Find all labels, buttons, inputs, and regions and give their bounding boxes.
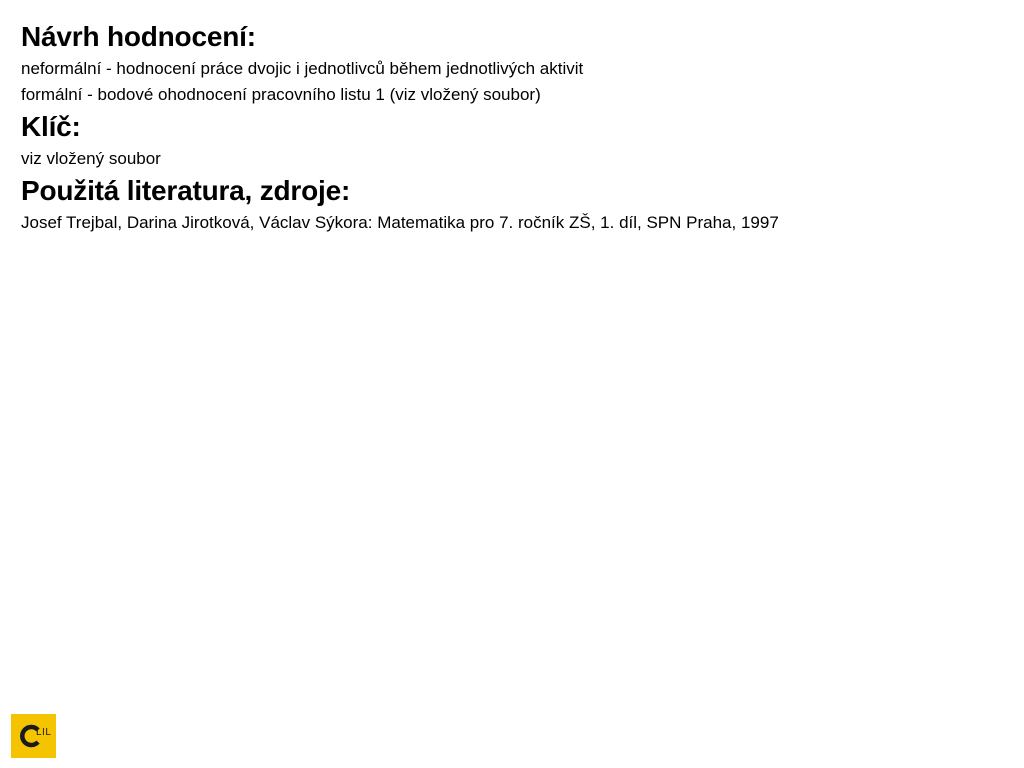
literature-line: Josef Trejbal, Darina Jirotková, Václav Sýkora: Matematika pro 7. ročník ZŠ, 1. díl, SPN Praha, 1997 xyxy=(21,213,779,232)
key-section xyxy=(21,108,1001,172)
logo-text: LIL xyxy=(36,727,52,738)
assessment-heading: Návrh hodnocení: xyxy=(21,21,256,52)
literature-section xyxy=(21,172,1001,236)
assessment-section xyxy=(21,18,1001,108)
slide-content xyxy=(21,18,1001,236)
assessment-line-formal: formální - bodové ohodnocení pracovního listu 1 (viz vložený soubor) xyxy=(21,85,541,104)
logo xyxy=(11,714,56,758)
key-heading: Klíč: xyxy=(21,111,81,142)
key-line: viz vložený soubor xyxy=(21,149,161,168)
literature-heading: Použitá literatura, zdroje: xyxy=(21,175,351,206)
assessment-line-informal: neformální - hodnocení práce dvojic i jednotlivců během jednotlivých aktivit xyxy=(21,59,584,78)
